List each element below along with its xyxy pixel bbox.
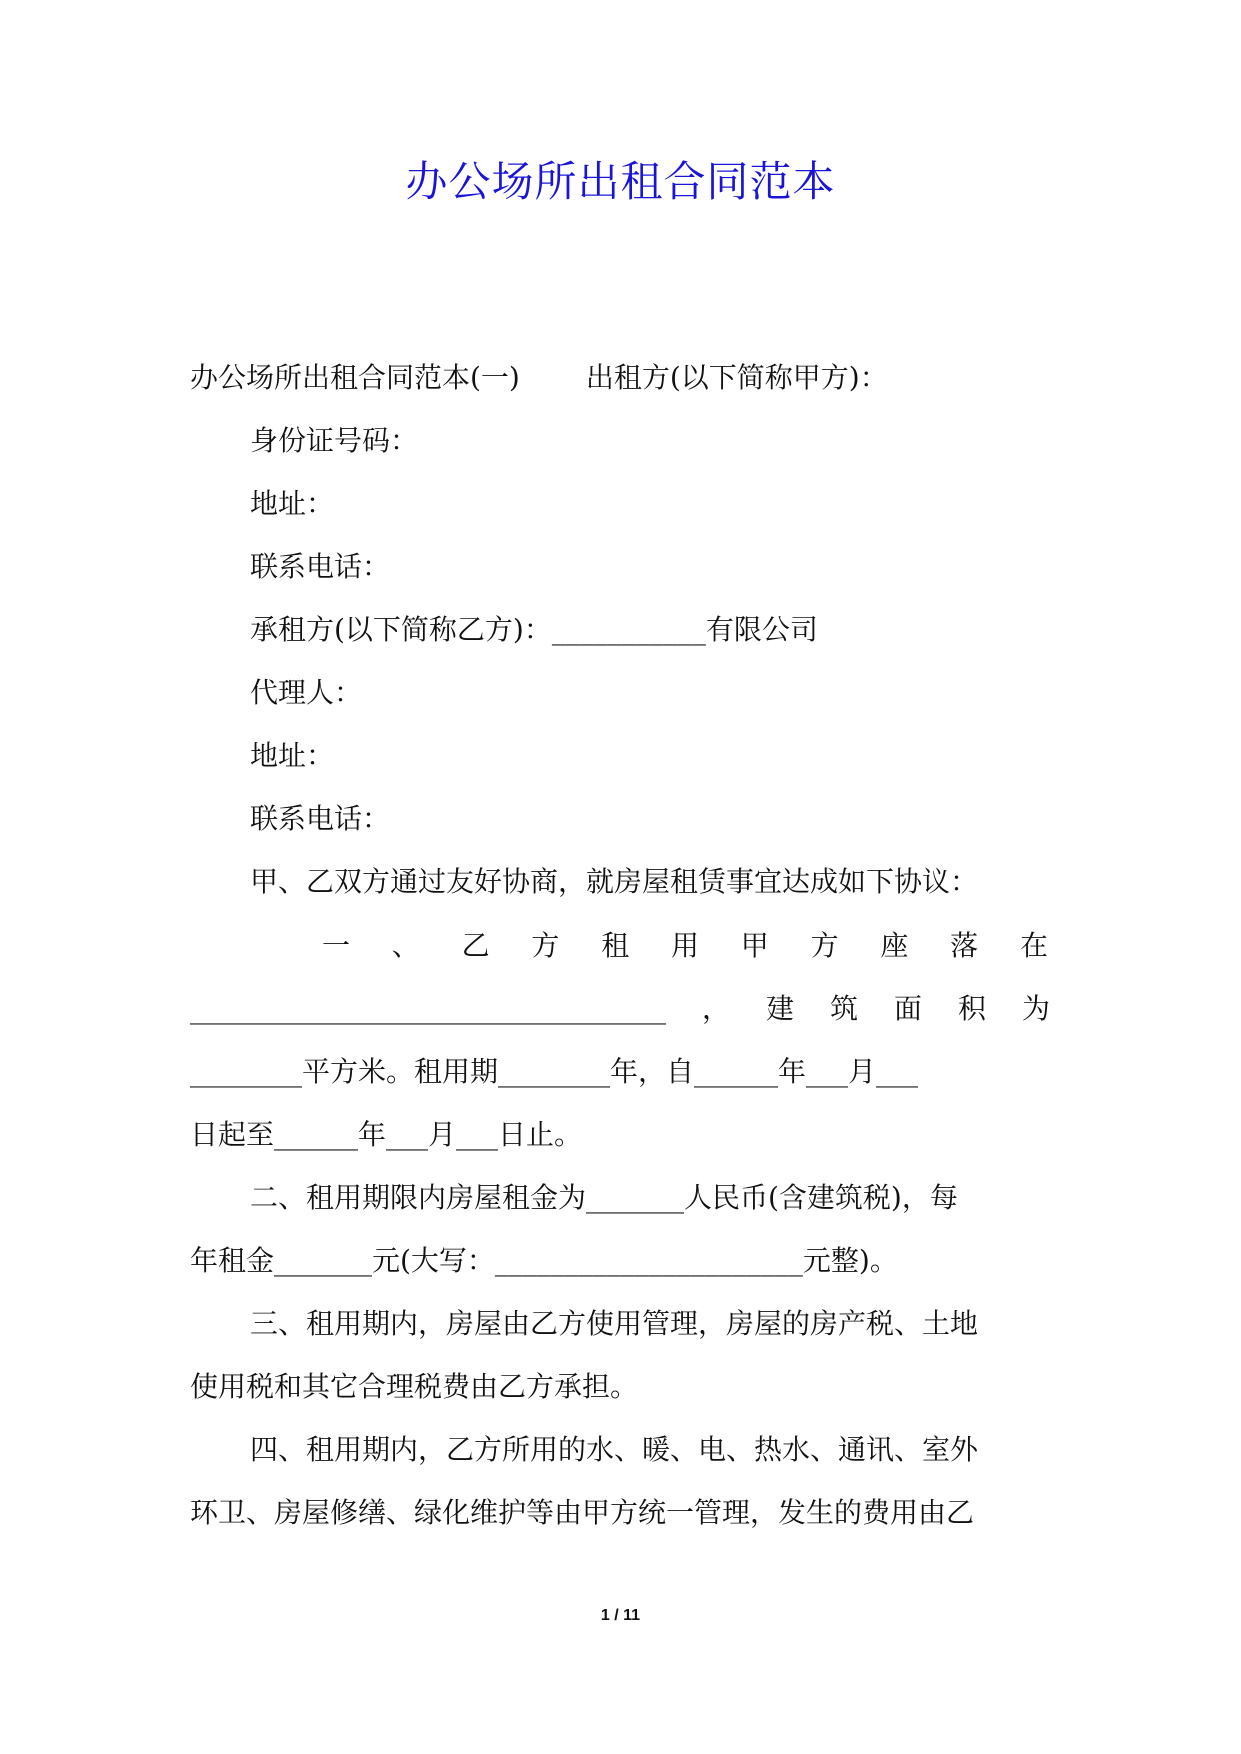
clause-1-char: 筑 <box>829 992 858 1025</box>
clause-1-char: 一 <box>322 929 351 962</box>
clause-1-char: 为 <box>1021 992 1050 1025</box>
agreement-intro: 甲、乙双方通过友好协商，就房屋租赁事宜达成如下协议： <box>250 865 979 898</box>
lessor-label: 出租方(以下简称甲方)： <box>585 361 888 394</box>
clause-1-char: ， <box>701 992 730 1025</box>
lessor-id-number: 身份证号码： <box>250 424 419 457</box>
clause-1-line-3: ________平方米。租用期________年，自______年___月___ <box>190 1055 919 1088</box>
clause-1-char: 积 <box>957 992 986 1025</box>
contract-subtitle: 办公场所出租合同范本(一) <box>190 361 520 394</box>
clause-1-char: 用 <box>670 929 699 962</box>
clause-4-line-2: 环卫、房屋修缮、绿化维护等由甲方统一管理，发生的费用由乙 <box>190 1496 975 1529</box>
clause-1-char: 在 <box>1019 929 1048 962</box>
clause-1-char: 建 <box>765 992 794 1025</box>
clause-1-char: 落 <box>950 929 979 962</box>
contract-heading-line <box>190 358 1050 398</box>
clause-1-char: 方 <box>810 929 839 962</box>
lessee-line: 承租方(以下简称乙方)：___________有限公司 <box>250 613 818 646</box>
clause-4-line-1: 四、租用期内，乙方所用的水、暖、电、热水、通讯、室外 <box>250 1433 979 1466</box>
clause-3-line-1: 三、租用期内，房屋由乙方使用管理，房屋的房产税、土地 <box>250 1307 979 1340</box>
clause-1-char: 面 <box>893 992 922 1025</box>
clause-1-char: 、 <box>391 929 420 962</box>
clause-1-char: 乙 <box>461 929 490 962</box>
lessor-phone: 联系电话： <box>250 550 391 583</box>
lessor-address: 地址： <box>250 487 335 520</box>
clause-2-line-1: 二、租用期限内房屋租金为_______人民币(含建筑税)，每 <box>250 1181 958 1214</box>
clause-1-char: 方 <box>531 929 560 962</box>
clause-1-line-4: 日起至______年___月___日止。 <box>190 1118 583 1151</box>
clause-1-char: 租 <box>601 929 630 962</box>
lessee-phone: 联系电话： <box>250 802 391 835</box>
clause-1-line-2 <box>190 989 1050 1029</box>
clause-1-char: 甲 <box>740 929 769 962</box>
location-blank: __________________________________ <box>190 992 666 1025</box>
clause-3-line-2: 使用税和其它合理税费由乙方承担。 <box>190 1370 639 1403</box>
document-title: 办公场所出租合同范本 <box>405 157 836 206</box>
clause-1-line-1 <box>322 926 1048 966</box>
page-number: 1 / 11 <box>600 1607 641 1624</box>
clause-1-char: 座 <box>880 929 909 962</box>
lessee-address: 地址： <box>250 739 335 772</box>
clause-2-line-2: 年租金_______元(大写：______________________元整)。 <box>190 1244 898 1277</box>
lessee-agent: 代理人： <box>250 676 363 709</box>
